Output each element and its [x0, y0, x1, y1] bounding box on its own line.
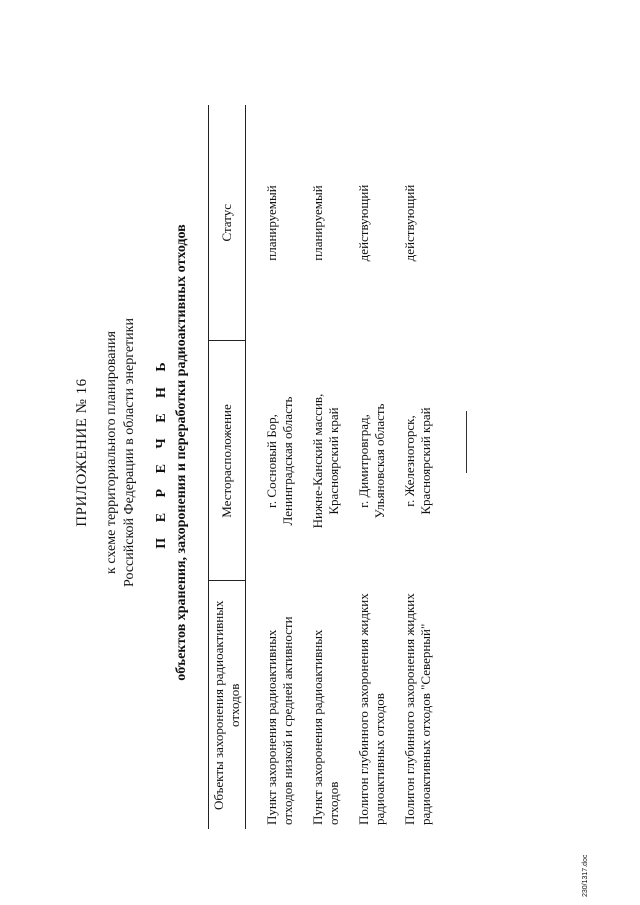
location-line: Красноярский край: [326, 407, 341, 515]
status-cell: действующий: [402, 184, 417, 262]
document-code: 230/1317.doc: [582, 854, 589, 897]
table-row: [394, 105, 440, 829]
end-separator-line: [466, 411, 467, 473]
appendix-title: ПРИЛОЖЕНИЕ № 16: [74, 378, 90, 527]
location-line: Ульяновская область: [372, 403, 387, 519]
appendix-subtitle-line1: к схеме территориального планирования: [104, 331, 119, 574]
location-line: Красноярский край: [418, 407, 433, 515]
column-header-location: Месторасположение: [209, 341, 246, 581]
table-row: [302, 105, 348, 829]
object-cell: Пункт захоронения радиоактивных отходов: [310, 629, 341, 825]
waste-sites-table: [208, 105, 440, 829]
location-cell: [246, 341, 303, 581]
location-cell: [302, 341, 348, 581]
object-cell: Полигон глубинного захоронения жидких радиоактивных отходов: [356, 593, 387, 825]
table-header-row: [209, 105, 246, 829]
location-cell: [394, 341, 440, 581]
location-line: г. Сосновый Бор,: [264, 414, 279, 508]
list-subheading: объектов хранения, захоронения и переработки радиоактивных отходов: [174, 224, 189, 681]
appendix-subtitle-line2: Российской Федерации в области энергетики: [122, 318, 137, 587]
column-header-object: Объекты захоронения радиоактивных отходов: [209, 581, 246, 829]
status-cell: планируемый: [264, 185, 279, 261]
status-cell: действующий: [356, 184, 371, 262]
location-line: г. Железногорск,: [402, 415, 417, 507]
table-row: [246, 105, 303, 829]
list-heading: П Е Р Е Ч Е Н Ь: [154, 356, 169, 549]
object-cell: Пункт захоронения радиоактивных отходов низкой и средней активности: [264, 616, 295, 825]
location-cell: [348, 341, 394, 581]
location-line: Ленинградская область: [280, 396, 295, 526]
table-row: [348, 105, 394, 829]
status-cell: планируемый: [310, 185, 325, 261]
location-line: Нижне-Канский массив,: [310, 393, 325, 529]
location-line: г. Димитровград,: [356, 414, 371, 508]
object-cell: Полигон глубинного захоронения жидких радиоактивных отходов "Северный": [402, 593, 433, 825]
column-header-status: Статус: [209, 105, 246, 341]
